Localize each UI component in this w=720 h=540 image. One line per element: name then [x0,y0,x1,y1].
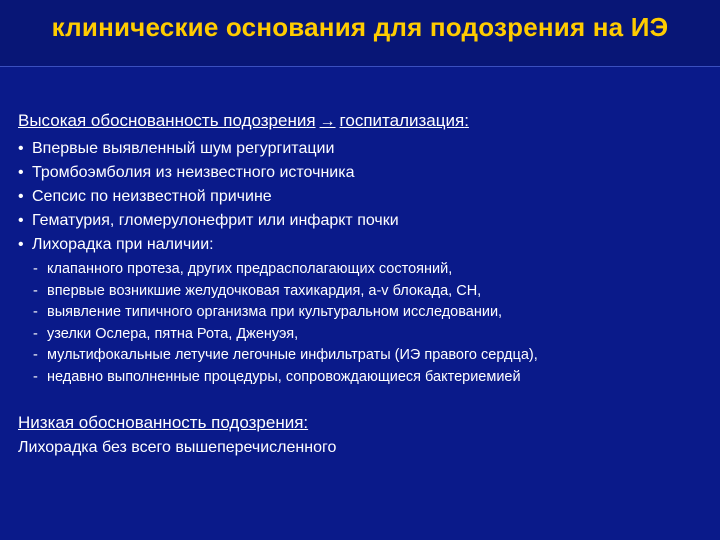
sub-list-item-text: недавно выполненные процедуры, сопровождающиеся бактериемией [47,368,521,385]
low-suspicion-heading: Низкая обоснованность подозрения: [18,413,309,432]
arrow-right-icon: → [319,113,336,130]
high-heading-suffix: госпитализация [339,111,465,130]
title-divider [0,66,720,67]
bullet-icon: • [18,236,24,253]
high-suspicion-list [18,137,708,257]
list-item [18,209,708,233]
list-item-text: Тромбоэмболия из неизвестного источника [32,164,355,181]
dash-icon: - [33,325,38,342]
bullet-icon: • [18,188,24,205]
list-item [18,233,708,257]
slide-title: клинические основания для подозрения на ИЭ [51,12,669,42]
sub-list-item-text: клапанного протеза, других предрасполагающих состояний, [47,261,453,277]
sub-list-item-text: узелки Ослера, пятна Рота, Дженуэя, [47,325,299,342]
dash-icon: - [33,368,38,385]
sub-list-item [33,367,708,389]
bullet-icon: • [18,164,24,181]
fever-conditions-list [33,259,708,388]
list-item-text: Впервые выявленный шум регургитации [32,140,335,157]
low-suspicion-text: Лихорадка без всего вышеперечисленного [18,439,337,456]
sub-list-item [33,324,708,346]
bullet-icon: • [18,140,24,157]
list-item-text: Сепсис по неизвестной причине [32,188,272,205]
high-heading-prefix: Высокая обоснованность подозрения [18,111,316,130]
bullet-icon: • [18,212,24,229]
list-item-text: Лихорадка при наличии: [32,236,214,253]
sub-list-item-text: впервые возникшие желудочковая тахикардия, a-v блокада, СН, [47,282,482,299]
sub-list-item-text: выявление типичного организма при культуральном исследовании, [47,304,503,320]
list-item-text: Гематурия, гломерулонефрит или инфаркт почки [32,212,399,229]
high-suspicion-heading [18,110,708,133]
list-item [18,161,708,185]
sub-list-item [33,259,708,281]
sub-list-item [33,281,708,303]
list-item [18,137,708,161]
sub-list-item-text: мультифокальные летучие легочные инфильтраты (ИЭ правого сердца), [47,347,538,363]
dash-icon: - [33,261,38,277]
list-item [18,185,708,209]
dash-icon: - [33,347,38,363]
high-suspicion-section [18,110,708,388]
dash-icon: - [33,304,38,320]
sub-list-item [33,345,708,367]
sub-list-item [33,302,708,324]
high-heading-colon: : [464,111,469,130]
low-suspicion-section [18,412,708,460]
dash-icon: - [33,282,38,299]
